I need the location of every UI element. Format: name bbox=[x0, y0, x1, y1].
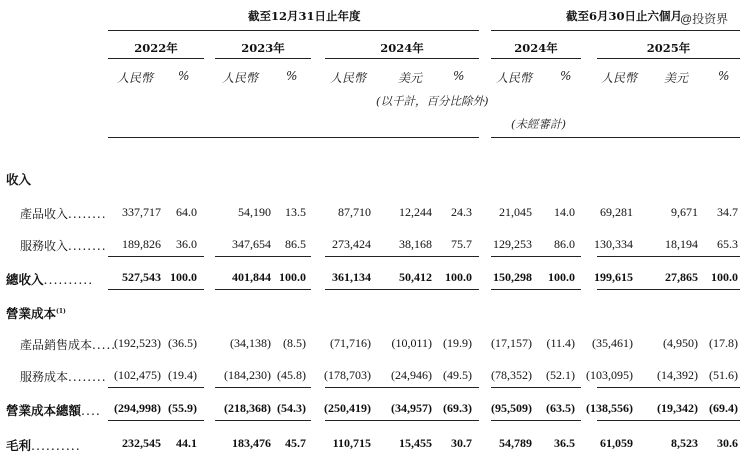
table-cell: 347,654 bbox=[232, 237, 271, 251]
total-rule bbox=[325, 420, 479, 421]
pct-2022: % bbox=[178, 69, 190, 83]
table-cell: 150,298 bbox=[493, 270, 532, 284]
table-cell: 129,253 bbox=[493, 237, 532, 251]
row-label: 營業成本總額.... bbox=[6, 403, 101, 418]
table-cell: 27,865 bbox=[665, 270, 698, 284]
table-cell: (103,095) bbox=[586, 368, 633, 382]
leader-dots: ........ bbox=[68, 370, 107, 384]
currency-rmb-2022: 人民幣 bbox=[117, 71, 154, 85]
table-cell: 65.3 bbox=[717, 237, 738, 251]
currency-usd-h2025: 美元 bbox=[664, 71, 689, 85]
row-label: 營業成本$^{(1)}$ bbox=[6, 306, 66, 321]
row-label: 服務成本........ bbox=[20, 370, 107, 384]
table-cell: (14,392) bbox=[657, 368, 698, 382]
total-rule bbox=[597, 420, 740, 421]
table-cell: (294,998) bbox=[114, 401, 161, 415]
fy-title-rule bbox=[108, 30, 479, 31]
table-cell: (4,950) bbox=[663, 336, 698, 350]
period-2023: 2023年 bbox=[241, 41, 285, 55]
table-cell: 44.1 bbox=[176, 436, 197, 450]
table-cell: (19.4) bbox=[168, 368, 197, 382]
table-cell: (69.4) bbox=[709, 401, 738, 415]
table-cell: (95,509) bbox=[491, 401, 532, 415]
table-cell: 36.0 bbox=[176, 237, 197, 251]
table-cell: (78,352) bbox=[491, 368, 532, 382]
table-cell: 361,134 bbox=[332, 270, 371, 284]
table-cell: (55.9) bbox=[168, 401, 197, 415]
pct-2023: % bbox=[286, 69, 298, 83]
table-cell: 189,826 bbox=[122, 237, 161, 251]
table-cell: 183,476 bbox=[232, 436, 271, 450]
unaudited-note: (未經審計) bbox=[511, 117, 566, 131]
row-label: 毛利.......... bbox=[6, 438, 81, 453]
table-cell: 75.7 bbox=[451, 237, 472, 251]
pct-h2025: % bbox=[718, 69, 730, 83]
currency-rmb-h2025: 人民幣 bbox=[601, 71, 638, 85]
table-cell: (69.3) bbox=[443, 401, 472, 415]
period-rule-h2024 bbox=[491, 58, 581, 59]
table-cell: 64.0 bbox=[176, 205, 197, 219]
table-cell: 100.0 bbox=[279, 270, 306, 284]
table-cell: 36.5 bbox=[554, 436, 575, 450]
thousands-note: (以千計，百分比除外) bbox=[376, 94, 489, 108]
table-cell: 130,334 bbox=[594, 237, 633, 251]
table-cell: (19.9) bbox=[443, 336, 472, 350]
table-cell: 15,455 bbox=[399, 436, 432, 450]
table-cell: (34,957) bbox=[391, 401, 432, 415]
total-rule bbox=[597, 289, 740, 290]
total-rule bbox=[491, 289, 581, 290]
table-cell: (54.3) bbox=[277, 401, 306, 415]
table-cell: (250,419) bbox=[324, 401, 371, 415]
table-cell: 21,045 bbox=[499, 205, 532, 219]
table-cell: 54,789 bbox=[499, 436, 532, 450]
header-bottom-rule-hy bbox=[491, 137, 740, 138]
table-cell: 54,190 bbox=[238, 205, 271, 219]
table-cell: (51.6) bbox=[709, 368, 738, 382]
row-label: 服務收入........ bbox=[20, 239, 107, 253]
currency-rmb-h2024: 人民幣 bbox=[496, 71, 533, 85]
watermark: @投资界 bbox=[680, 12, 729, 26]
table-cell: (178,703) bbox=[324, 368, 371, 382]
row-label: 總收入.......... bbox=[6, 272, 94, 287]
subtotal-rule bbox=[491, 256, 581, 257]
total-rule bbox=[325, 289, 479, 290]
table-cell: 61,059 bbox=[600, 436, 633, 450]
table-cell: (11.4) bbox=[546, 336, 575, 350]
total-rule bbox=[215, 289, 311, 290]
hy-title: 截至6月30日止六個月 bbox=[566, 9, 683, 23]
currency-rmb-2024: 人民幣 bbox=[330, 71, 367, 85]
table-cell: 34.7 bbox=[717, 205, 738, 219]
period-h2024: 2024年 bbox=[514, 41, 558, 55]
table-cell: (36.5) bbox=[168, 336, 197, 350]
table-cell: 527,543 bbox=[122, 270, 161, 284]
table-cell: (10,011) bbox=[391, 336, 432, 350]
subtotal-rule bbox=[108, 256, 204, 257]
pct-2024: % bbox=[453, 69, 465, 83]
currency-rmb-2023: 人民幣 bbox=[222, 71, 259, 85]
leader-dots: ........ bbox=[68, 239, 107, 253]
table-cell: 50,412 bbox=[399, 270, 432, 284]
period-rule-2022 bbox=[108, 58, 204, 59]
table-cell: (17.8) bbox=[709, 336, 738, 350]
table-cell: (19,342) bbox=[657, 401, 698, 415]
row-label: 收入 bbox=[6, 172, 32, 187]
table-cell: (45.8) bbox=[277, 368, 306, 382]
table-cell: 273,424 bbox=[332, 237, 371, 251]
table-cell: (138,556) bbox=[586, 401, 633, 415]
table-cell: 8,523 bbox=[671, 436, 698, 450]
table-cell: 100.0 bbox=[170, 270, 197, 284]
table-cell: 199,615 bbox=[594, 270, 633, 284]
table-cell: 24.3 bbox=[451, 205, 472, 219]
table-cell: (8.5) bbox=[283, 336, 306, 350]
total-rule bbox=[215, 420, 311, 421]
table-cell: (63.5) bbox=[546, 401, 575, 415]
table-cell: 30.7 bbox=[451, 436, 472, 450]
table-cell: 14.0 bbox=[554, 205, 575, 219]
total-rule bbox=[108, 420, 204, 421]
leader-dots: .......... bbox=[31, 438, 81, 453]
row-label: 產品銷售成本..... bbox=[20, 338, 117, 352]
table-cell: 12,244 bbox=[399, 205, 432, 219]
table-cell: 38,168 bbox=[399, 237, 432, 251]
table-cell: (102,475) bbox=[114, 368, 161, 382]
table-cell: (17,157) bbox=[491, 336, 532, 350]
table-cell: 110,715 bbox=[332, 436, 371, 450]
period-rule-h2025 bbox=[597, 58, 740, 59]
subtotal-rule bbox=[215, 387, 311, 388]
period-h2025: 2025年 bbox=[646, 41, 691, 55]
table-cell: 337,717 bbox=[122, 205, 161, 219]
period-rule-2023 bbox=[215, 58, 311, 59]
total-rule bbox=[491, 420, 581, 421]
row-label: 產品收入........ bbox=[20, 207, 107, 221]
leader-dots: ..... bbox=[92, 338, 117, 352]
table-cell: 13.5 bbox=[285, 205, 306, 219]
table-cell: (52.1) bbox=[546, 368, 575, 382]
table-cell: 100.0 bbox=[548, 270, 575, 284]
period-2024: 2024年 bbox=[380, 41, 424, 55]
table-cell: (218,368) bbox=[224, 401, 271, 415]
table-cell: 87,710 bbox=[338, 205, 371, 219]
table-cell: 232,545 bbox=[122, 436, 161, 450]
subtotal-rule bbox=[597, 387, 740, 388]
leader-dots: .......... bbox=[43, 272, 94, 287]
period-2022: 2022年 bbox=[134, 41, 178, 55]
subtotal-rule bbox=[325, 256, 479, 257]
table-cell: (184,230) bbox=[224, 368, 271, 382]
table-cell: 45.7 bbox=[285, 436, 306, 450]
table-cell: 69,281 bbox=[600, 205, 633, 219]
subtotal-rule bbox=[215, 256, 311, 257]
period-rule-2024 bbox=[325, 58, 479, 59]
table-cell: 86.0 bbox=[554, 237, 575, 251]
currency-usd-2024: 美元 bbox=[398, 71, 423, 85]
table-cell: (71,716) bbox=[330, 336, 371, 350]
subtotal-rule bbox=[108, 387, 204, 388]
footnote-marker: (1) bbox=[56, 307, 66, 315]
leader-dots: .... bbox=[81, 403, 101, 418]
table-cell: (192,523) bbox=[114, 336, 161, 350]
subtotal-rule bbox=[597, 256, 740, 257]
table-cell: (34,138) bbox=[230, 336, 271, 350]
subtotal-rule bbox=[325, 387, 479, 388]
leader-dots: ........ bbox=[68, 207, 107, 221]
pct-h2024: % bbox=[560, 69, 572, 83]
table-cell: (24,946) bbox=[391, 368, 432, 382]
table-cell: 100.0 bbox=[445, 270, 472, 284]
header-bottom-rule-fy bbox=[108, 137, 479, 138]
table-cell: (49.5) bbox=[443, 368, 472, 382]
table-cell: 86.5 bbox=[285, 237, 306, 251]
total-rule bbox=[108, 289, 204, 290]
table-cell: 401,844 bbox=[232, 270, 271, 284]
fy-title: 截至12月31日止年度 bbox=[248, 9, 361, 23]
table-cell: (35,461) bbox=[592, 336, 633, 350]
subtotal-rule bbox=[491, 387, 581, 388]
table-cell: 30.6 bbox=[717, 436, 738, 450]
hy-title-rule bbox=[491, 30, 740, 31]
table-cell: 100.0 bbox=[711, 270, 738, 284]
table-cell: 9,671 bbox=[671, 205, 698, 219]
table-cell: 18,194 bbox=[665, 237, 698, 251]
